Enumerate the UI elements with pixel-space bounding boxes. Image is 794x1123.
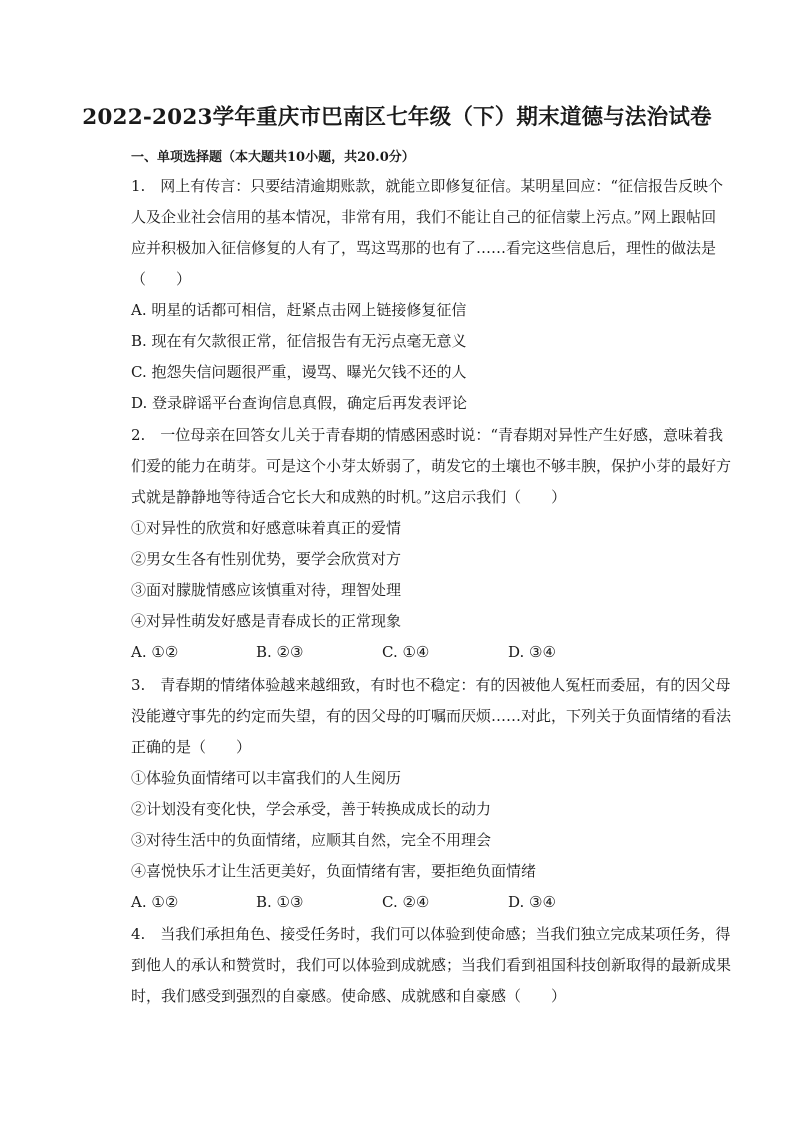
q3-statement: ②计划没有变化快，学会承受，善于转换成成长的动力	[131, 800, 492, 818]
q3-stem-line: 3. 青春期的情绪体验越来越细致，有时也不稳定：有的因被他人冤枉而委屈，有的因父母	[131, 676, 731, 694]
q1-option-b: B. 现在有欠款很正常，征信报告有无污点毫无意义	[131, 332, 467, 350]
q3-statement: ③对待生活中的负面情绪，应顺其自然，完全不用理会	[131, 831, 492, 849]
q2-choice-c: C. ①④	[382, 643, 430, 661]
q2-statement: ③面对朦胧情感应该慎重对待，理智处理	[131, 581, 402, 599]
q3-statement: ④喜悦快乐才让生活更美好，负面情绪有害，要拒绝负面情绪	[131, 862, 537, 880]
q1-stem-line: （ ）	[131, 270, 192, 288]
q1-option-c: C. 抱怨失信问题很严重，谩骂、曝光欠钱不还的人	[131, 363, 467, 381]
q3-choices	[131, 893, 671, 911]
q4-stem-line: 到他人的承认和赞赏时，我们可以体验到成就感；当我们看到祖国科技创新取得的最新成果	[131, 956, 732, 974]
exam-title: 2022-2023学年重庆市巴南区七年级（下）期末道德与法治试卷	[82, 105, 712, 130]
q2-stem-line: 2. 一位母亲在回答女儿关于青春期的情感困惑时说：“青春期对异性产生好感，意味着我	[131, 426, 723, 444]
q2-statement: ④对异性萌发好感是青春成长的正常现象	[131, 612, 402, 630]
q2-stem-line: 式就是静静地等待适合它长大和成熟的时机。”这启示我们（ ）	[131, 488, 567, 506]
q1-option-a: A. 明星的话都可相信，赶紧点击网上链接修复征信	[131, 301, 467, 319]
q2-choice-d: D. ③④	[508, 643, 556, 661]
q2-choices	[131, 643, 671, 661]
section-heading: 一、单项选择题（本大题共10小题，共20.0分）	[131, 150, 415, 165]
q1-stem-line: 人及企业社会信用的基本情况，非常有用，我们不能让自己的征信蒙上污点。”网上跟帖回	[131, 208, 717, 226]
q2-choice-b: B. ②③	[256, 643, 304, 661]
q2-statement: ②男女生各有性别优势，要学会欣赏对方	[131, 550, 402, 568]
q3-choice-d: D. ③④	[508, 893, 556, 911]
q1-option-d: D. 登录辟谣平台查询信息真假，确定后再发表评论	[131, 394, 468, 412]
q3-statement: ①体验负面情绪可以丰富我们的人生阅历	[131, 769, 402, 787]
q3-choice-a: A. ①②	[131, 893, 179, 911]
q3-stem-line: 正确的是（ ）	[131, 738, 252, 756]
q3-stem-line: 没能遵守事先的约定而失望，有的因父母的叮嘱而厌烦……对此，下列关于负面情绪的看法	[131, 707, 732, 725]
q4-stem-line: 时，我们感受到强烈的自豪感。使命感、成就感和自豪感（ ）	[131, 987, 567, 1005]
q1-stem-line: 1. 网上有传言：只要结清逾期账款，就能立即修复征信。某明星回应：“征信报告反映个	[131, 177, 723, 195]
q3-choice-c: C. ②④	[382, 893, 430, 911]
q2-choice-a: A. ①②	[131, 643, 179, 661]
q2-statement: ①对异性的欣赏和好感意味着真正的爱情	[131, 519, 402, 537]
q1-stem-line: 应并积极加入征信修复的人有了，骂这骂那的也有了……看完这些信息后，理性的做法是	[131, 239, 717, 257]
q3-choice-b: B. ①③	[256, 893, 304, 911]
q4-stem-line: 4. 当我们承担角色、接受任务时，我们可以体验到使命感；当我们独立完成某项任务，得	[131, 925, 731, 943]
q2-stem-line: 们爱的能力在萌芽。可是这个小芽太娇弱了，萌发它的土壤也不够丰腴，保护小芽的最好方	[131, 457, 732, 475]
